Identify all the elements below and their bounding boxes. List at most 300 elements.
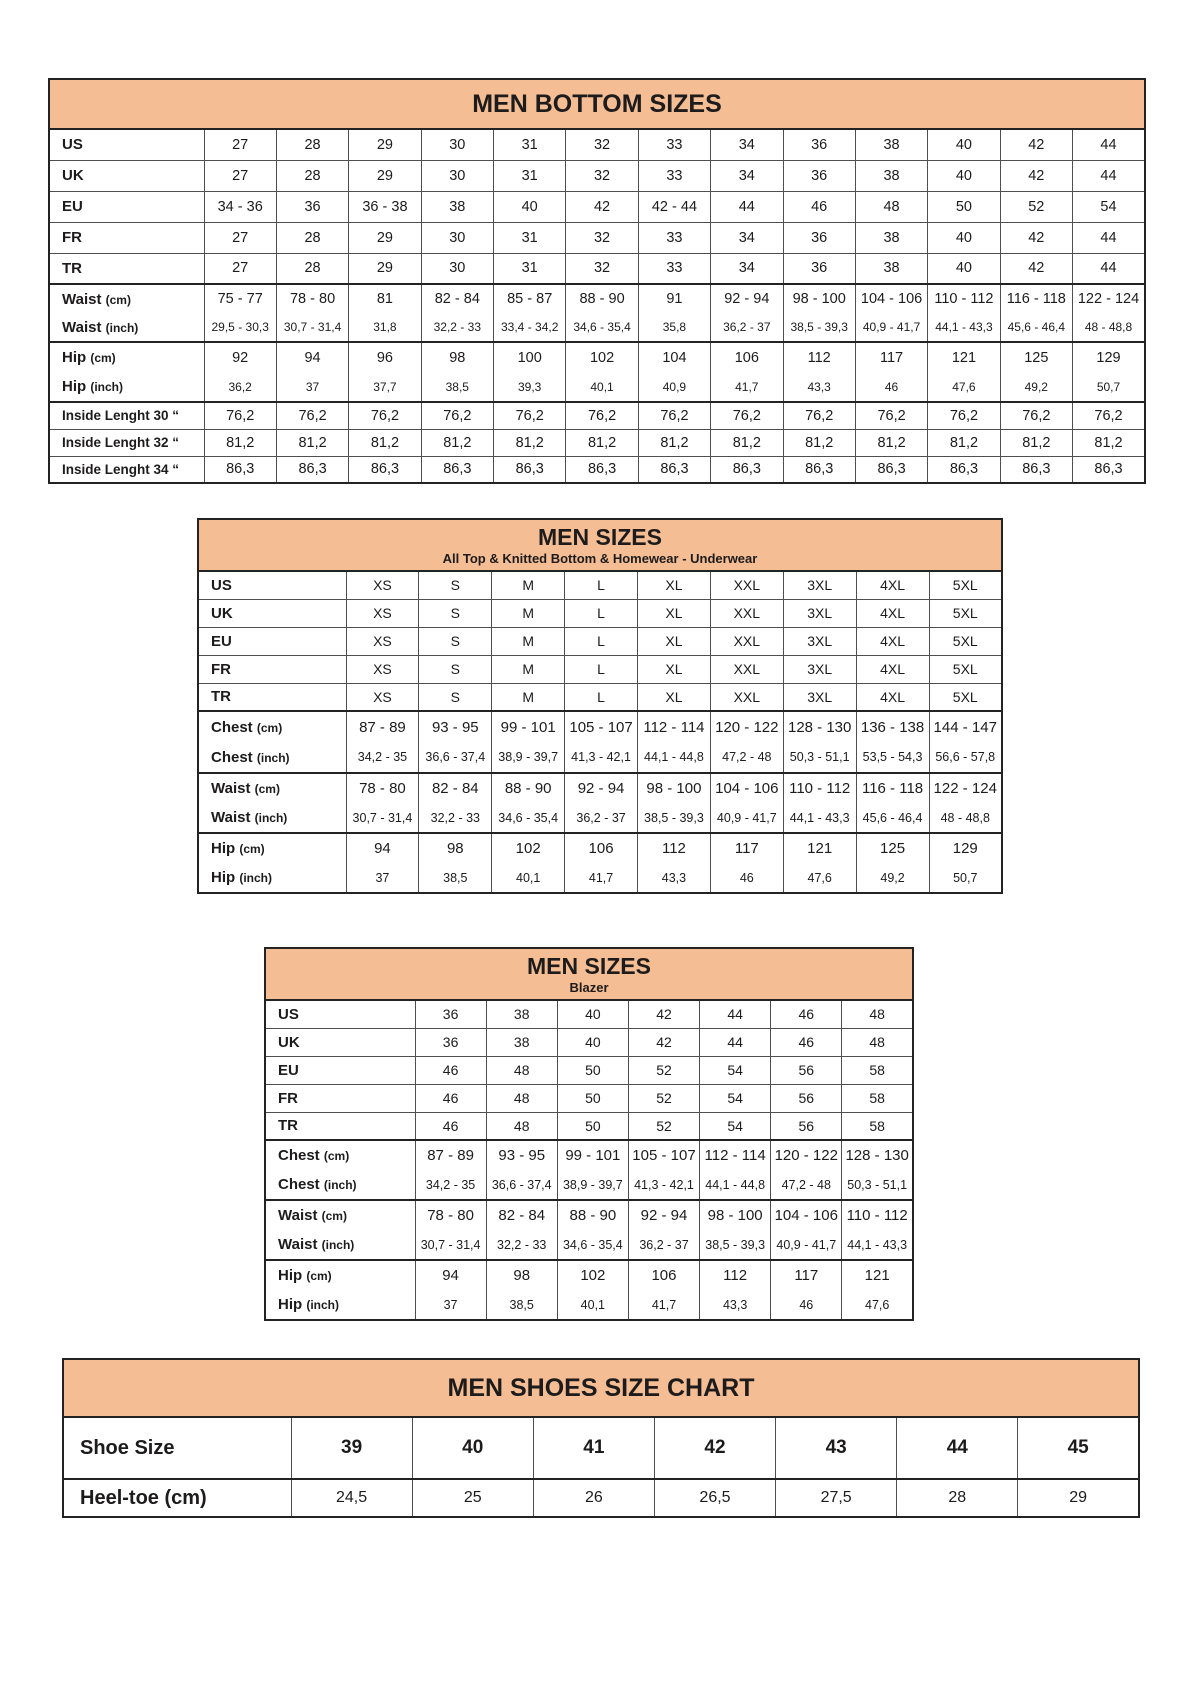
cell-value: 94	[415, 1260, 486, 1290]
cell-value: 91	[638, 284, 710, 313]
row-label-text: Inside Lenght 34 “	[62, 461, 180, 477]
cell-value: 43	[776, 1417, 897, 1479]
cell-value: L	[565, 627, 638, 655]
table-row	[49, 313, 1145, 342]
cell-value: 25	[412, 1479, 533, 1517]
cell-value: S	[419, 655, 492, 683]
cell-value: 76,2	[566, 402, 638, 429]
row-label-text: Waist	[278, 1207, 318, 1224]
row-label-text: Hip	[62, 349, 87, 366]
cell-value: 92 - 94	[711, 284, 783, 313]
cell-value: 39,3	[494, 372, 566, 402]
cell-value: 36,2	[204, 372, 276, 402]
cell-value: 36,6 - 37,4	[419, 742, 492, 773]
cell-value: 45	[1018, 1417, 1139, 1479]
row-label	[49, 456, 204, 483]
row-label-unit: (cm)	[256, 720, 283, 735]
table-row	[265, 1028, 913, 1056]
cell-value: XS	[346, 683, 419, 711]
table-row	[63, 1479, 1139, 1517]
cell-value: 30,7 - 31,4	[276, 313, 348, 342]
table-row	[49, 222, 1145, 253]
table-header-row	[198, 519, 1002, 571]
cell-value: 81,2	[349, 429, 421, 456]
cell-value: XL	[638, 655, 711, 683]
cell-value: 86,3	[711, 456, 783, 483]
cell-value: 34,6 - 35,4	[566, 313, 638, 342]
cell-value: 76,2	[1073, 402, 1146, 429]
cell-value: 81,2	[711, 429, 783, 456]
cell-value: 46	[855, 372, 927, 402]
row-label-unit: (cm)	[90, 351, 116, 365]
cell-value: 86,3	[494, 456, 566, 483]
cell-value: 48 - 48,8	[929, 803, 1002, 833]
cell-value: 4XL	[856, 571, 929, 599]
cell-value: 86,3	[566, 456, 638, 483]
cell-value: 38	[486, 1000, 557, 1028]
cell-value: 78 - 80	[415, 1200, 486, 1230]
cell-value: 86,3	[1000, 456, 1072, 483]
row-label-unit: (inch)	[254, 811, 288, 825]
cell-value: 44,1 - 44,8	[700, 1170, 771, 1200]
cell-value: 98	[419, 833, 492, 863]
cell-value: 31,8	[349, 313, 421, 342]
cell-value: 46	[771, 1028, 842, 1056]
men-shoes-size-chart-table	[62, 1358, 1140, 1518]
cell-value: 44	[711, 191, 783, 222]
row-label-unit: (inch)	[105, 320, 139, 335]
cell-value: S	[419, 683, 492, 711]
row-label-text: Shoe Size	[80, 1436, 175, 1459]
cell-value: 29,5 - 30,3	[204, 313, 276, 342]
cell-value: 48	[486, 1112, 557, 1140]
row-label-unit: (inch)	[306, 1298, 340, 1312]
cell-value: 44	[700, 1000, 771, 1028]
cell-value: 76,2	[928, 402, 1000, 429]
cell-value: 46	[415, 1056, 486, 1084]
table-row	[198, 742, 1002, 773]
cell-value: 104 - 106	[855, 284, 927, 313]
cell-value: L	[565, 571, 638, 599]
row-label	[63, 1479, 291, 1517]
cell-value: 93 - 95	[419, 711, 492, 742]
cell-value: 42	[628, 1028, 699, 1056]
cell-value: 40	[494, 191, 566, 222]
row-label	[198, 833, 346, 863]
cell-value: 36	[415, 1028, 486, 1056]
cell-value: 129	[1073, 342, 1146, 372]
table-header	[63, 1359, 1139, 1417]
cell-value: 31	[494, 222, 566, 253]
cell-value: 76,2	[276, 402, 348, 429]
cell-value: 82 - 84	[486, 1200, 557, 1230]
cell-value: 99 - 101	[557, 1140, 628, 1170]
cell-value: 36	[276, 191, 348, 222]
row-label-text: UK	[278, 1033, 300, 1051]
table-row	[49, 284, 1145, 313]
row-label-unit: (inch)	[321, 1238, 355, 1252]
cell-value: 81,2	[638, 429, 710, 456]
table-row	[49, 402, 1145, 429]
cell-value: 94	[276, 342, 348, 372]
men-sizes-tops-table	[197, 518, 1003, 894]
cell-value: S	[419, 571, 492, 599]
cell-value: 30,7 - 31,4	[346, 803, 419, 833]
table-row	[265, 1290, 913, 1320]
cell-value: 81	[349, 284, 421, 313]
cell-value: 40	[557, 1028, 628, 1056]
cell-value: 38,5	[421, 372, 493, 402]
cell-value: 42	[1000, 129, 1072, 160]
cell-value: 40	[928, 160, 1000, 191]
row-label	[265, 1170, 415, 1200]
table-title: MEN SIZES	[538, 524, 662, 551]
cell-value: S	[419, 599, 492, 627]
cell-value: 28	[276, 253, 348, 284]
cell-value: 122 - 124	[929, 773, 1002, 803]
cell-value: 4XL	[856, 655, 929, 683]
row-label-text: Hip	[211, 869, 236, 886]
table-row	[49, 129, 1145, 160]
cell-value: 76,2	[349, 402, 421, 429]
cell-value: 33	[638, 222, 710, 253]
row-label	[198, 742, 346, 773]
cell-value: 102	[557, 1260, 628, 1290]
cell-value: 29	[349, 129, 421, 160]
cell-value: 38	[855, 129, 927, 160]
table-row	[198, 571, 1002, 599]
cell-value: 46	[783, 191, 855, 222]
row-label	[265, 1084, 415, 1112]
cell-value: 48	[842, 1000, 913, 1028]
cell-value: 47,2 - 48	[710, 742, 783, 773]
cell-value: 76,2	[204, 402, 276, 429]
cell-value: 49,2	[856, 863, 929, 893]
cell-value: M	[492, 571, 565, 599]
cell-value: 34,6 - 35,4	[492, 803, 565, 833]
cell-value: 41	[533, 1417, 654, 1479]
cell-value: 106	[565, 833, 638, 863]
cell-value: 42	[628, 1000, 699, 1028]
cell-value: 128 - 130	[783, 711, 856, 742]
cell-value: 40	[412, 1417, 533, 1479]
cell-value: 37,7	[349, 372, 421, 402]
cell-value: 56	[771, 1084, 842, 1112]
cell-value: 3XL	[783, 599, 856, 627]
table-header	[49, 79, 1145, 129]
cell-value: 42	[1000, 253, 1072, 284]
cell-value: 40,9 - 41,7	[710, 803, 783, 833]
cell-value: 41,7	[565, 863, 638, 893]
cell-value: 52	[628, 1084, 699, 1112]
row-label-text: Hip	[278, 1267, 303, 1284]
row-label-text: Chest	[211, 748, 253, 766]
cell-value: 4XL	[856, 683, 929, 711]
cell-value: 122 - 124	[1073, 284, 1146, 313]
row-label	[198, 571, 346, 599]
cell-value: 121	[928, 342, 1000, 372]
cell-value: XXL	[710, 655, 783, 683]
cell-value: 117	[710, 833, 783, 863]
row-label	[49, 313, 204, 342]
row-label-text: Waist	[278, 1236, 318, 1253]
cell-value: 34	[711, 160, 783, 191]
row-label	[49, 284, 204, 313]
cell-value: 5XL	[929, 655, 1002, 683]
row-label	[49, 253, 204, 284]
cell-value: 40	[928, 253, 1000, 284]
row-label-text: TR	[278, 1117, 298, 1135]
cell-value: 27	[204, 160, 276, 191]
cell-value: 33,4 - 34,2	[494, 313, 566, 342]
row-label-unit: (cm)	[239, 842, 265, 856]
cell-value: 75 - 77	[204, 284, 276, 313]
cell-value: XXL	[710, 599, 783, 627]
cell-value: 42	[1000, 222, 1072, 253]
cell-value: 42	[566, 191, 638, 222]
cell-value: 44	[897, 1417, 1018, 1479]
cell-value: L	[565, 683, 638, 711]
cell-value: 36 - 38	[349, 191, 421, 222]
cell-value: 40	[928, 129, 1000, 160]
cell-value: 40,9	[638, 372, 710, 402]
row-label	[265, 1056, 415, 1084]
men-bottom-sizes-table	[48, 78, 1146, 484]
cell-value: 36	[783, 129, 855, 160]
cell-value: 38	[855, 160, 927, 191]
row-label-unit: (inch)	[90, 380, 124, 394]
cell-value: S	[419, 627, 492, 655]
row-label-text: Hip	[62, 378, 87, 395]
row-label	[198, 773, 346, 803]
cell-value: 76,2	[783, 402, 855, 429]
cell-value: 86,3	[638, 456, 710, 483]
cell-value: 40,9 - 41,7	[855, 313, 927, 342]
cell-value: XS	[346, 599, 419, 627]
cell-value: 35,8	[638, 313, 710, 342]
cell-value: 42 - 44	[638, 191, 710, 222]
row-label-text: Waist	[62, 318, 102, 336]
cell-value: 27	[204, 129, 276, 160]
cell-value: 26,5	[654, 1479, 775, 1517]
cell-value: 100	[494, 342, 566, 372]
cell-value: 27,5	[776, 1479, 897, 1517]
cell-value: 29	[349, 222, 421, 253]
cell-value: 94	[346, 833, 419, 863]
cell-value: 128 - 130	[842, 1140, 913, 1170]
cell-value: 129	[929, 833, 1002, 863]
cell-value: 28	[276, 222, 348, 253]
cell-value: 5XL	[929, 627, 1002, 655]
cell-value: 88 - 90	[557, 1200, 628, 1230]
table-subtitle: All Top & Knitted Bottom & Homewear - Underwear	[442, 550, 758, 566]
row-label-text: US	[278, 1005, 299, 1023]
table-row	[49, 191, 1145, 222]
cell-value: 45,6 - 46,4	[1000, 313, 1072, 342]
cell-value: 38,9 - 39,7	[492, 742, 565, 773]
cell-value: 38,5 - 39,3	[783, 313, 855, 342]
cell-value: 86,3	[1073, 456, 1146, 483]
cell-value: 37	[276, 372, 348, 402]
table-row	[265, 1200, 913, 1230]
cell-value: 34,2 - 35	[346, 742, 419, 773]
cell-value: 98 - 100	[638, 773, 711, 803]
row-label-text: TR	[62, 259, 82, 277]
cell-value: M	[492, 627, 565, 655]
cell-value: 81,2	[1073, 429, 1146, 456]
cell-value: 81,2	[204, 429, 276, 456]
cell-value: 86,3	[204, 456, 276, 483]
row-label-text: FR	[62, 229, 82, 246]
cell-value: 54	[700, 1112, 771, 1140]
cell-value: 30	[421, 222, 493, 253]
cell-value: 76,2	[421, 402, 493, 429]
cell-value: 50	[557, 1084, 628, 1112]
cell-value: 112 - 114	[700, 1140, 771, 1170]
cell-value: 54	[1073, 191, 1146, 222]
cell-value: 44,1 - 43,3	[842, 1230, 913, 1260]
row-label-text: Inside Lenght 30 “	[62, 408, 180, 424]
cell-value: XXL	[710, 627, 783, 655]
cell-value: 33	[638, 160, 710, 191]
cell-value: 98 - 100	[700, 1200, 771, 1230]
cell-value: 92 - 94	[628, 1200, 699, 1230]
cell-value: 31	[494, 129, 566, 160]
cell-value: 32	[566, 160, 638, 191]
row-label-text: Inside Lenght 32 “	[62, 435, 180, 450]
cell-value: 92	[204, 342, 276, 372]
cell-value: 40,1	[557, 1290, 628, 1320]
cell-value: 106	[711, 342, 783, 372]
cell-value: 47,2 - 48	[771, 1170, 842, 1200]
row-label-unit: (inch)	[239, 871, 273, 885]
cell-value: 85 - 87	[494, 284, 566, 313]
cell-value: 110 - 112	[928, 284, 1000, 313]
cell-value: 102	[566, 342, 638, 372]
cell-value: XL	[638, 627, 711, 655]
cell-value: 32,2 - 33	[421, 313, 493, 342]
table-title: MEN SIZES	[527, 953, 651, 980]
cell-value: 98 - 100	[783, 284, 855, 313]
cell-value: 31	[494, 253, 566, 284]
cell-value: 28	[897, 1479, 1018, 1517]
cell-value: 44	[700, 1028, 771, 1056]
cell-value: 4XL	[856, 627, 929, 655]
cell-value: 48 - 48,8	[1073, 313, 1146, 342]
cell-value: 76,2	[638, 402, 710, 429]
cell-value: 39	[291, 1417, 412, 1479]
table-row	[49, 160, 1145, 191]
row-label	[265, 1290, 415, 1320]
row-label-unit: (cm)	[323, 1149, 350, 1163]
cell-value: 44	[1073, 253, 1146, 284]
cell-value: 86,3	[276, 456, 348, 483]
table-row	[198, 711, 1002, 742]
cell-value: 31	[494, 160, 566, 191]
row-label	[63, 1417, 291, 1479]
table-row	[265, 1000, 913, 1028]
table-header-row	[265, 948, 913, 1000]
cell-value: 54	[700, 1084, 771, 1112]
cell-value: 87 - 89	[346, 711, 419, 742]
cell-value: 41,3 - 42,1	[565, 742, 638, 773]
cell-value: 32	[566, 253, 638, 284]
row-label	[265, 1000, 415, 1028]
row-label	[198, 599, 346, 627]
row-label	[265, 1230, 415, 1260]
cell-value: 81,2	[276, 429, 348, 456]
cell-value: 30,7 - 31,4	[415, 1230, 486, 1260]
row-label-text: EU	[211, 632, 232, 650]
cell-value: 43,3	[783, 372, 855, 402]
cell-value: 50,7	[929, 863, 1002, 893]
row-label-unit: (inch)	[323, 1178, 357, 1192]
cell-value: 4XL	[856, 599, 929, 627]
cell-value: 40,9 - 41,7	[771, 1230, 842, 1260]
cell-value: 81,2	[494, 429, 566, 456]
row-label	[198, 627, 346, 655]
cell-value: 38,5 - 39,3	[638, 803, 711, 833]
row-label	[265, 1140, 415, 1170]
table-title: MEN BOTTOM SIZES	[472, 89, 722, 118]
cell-value: 34 - 36	[204, 191, 276, 222]
table-row	[49, 429, 1145, 456]
cell-value: 48	[486, 1084, 557, 1112]
cell-value: 26	[533, 1479, 654, 1517]
cell-value: 29	[349, 253, 421, 284]
cell-value: 116 - 118	[856, 773, 929, 803]
table-header	[198, 519, 1002, 571]
cell-value: 42	[654, 1417, 775, 1479]
cell-value: 44	[1073, 129, 1146, 160]
row-label	[198, 683, 346, 711]
cell-value: 81,2	[566, 429, 638, 456]
row-label-text: Chest	[278, 1147, 320, 1164]
cell-value: 48	[855, 191, 927, 222]
cell-value: 34	[711, 222, 783, 253]
cell-value: 86,3	[421, 456, 493, 483]
table-header-row	[63, 1359, 1139, 1417]
cell-value: 43,3	[638, 863, 711, 893]
row-label-text: Waist	[62, 290, 102, 308]
cell-value: 98	[486, 1260, 557, 1290]
cell-value: 30	[421, 129, 493, 160]
cell-value: 76,2	[855, 402, 927, 429]
cell-value: 32	[566, 129, 638, 160]
cell-value: 38	[855, 253, 927, 284]
cell-value: 81,2	[1000, 429, 1072, 456]
cell-value: M	[492, 683, 565, 711]
cell-value: 28	[276, 160, 348, 191]
cell-value: 47,6	[928, 372, 1000, 402]
table-row	[49, 342, 1145, 372]
cell-value: 78 - 80	[346, 773, 419, 803]
cell-value: 40	[928, 222, 1000, 253]
row-label-unit: (cm)	[321, 1209, 347, 1223]
cell-value: 110 - 112	[783, 773, 856, 803]
row-label-text: Waist	[211, 809, 251, 826]
cell-value: 48	[842, 1028, 913, 1056]
cell-value: 50,3 - 51,1	[842, 1170, 913, 1200]
cell-value: 52	[628, 1112, 699, 1140]
cell-value: 38,5	[419, 863, 492, 893]
cell-value: 46	[415, 1112, 486, 1140]
cell-value: 46	[771, 1000, 842, 1028]
cell-value: 88 - 90	[492, 773, 565, 803]
cell-value: 104 - 106	[771, 1200, 842, 1230]
table-row	[49, 456, 1145, 483]
cell-value: 52	[1000, 191, 1072, 222]
